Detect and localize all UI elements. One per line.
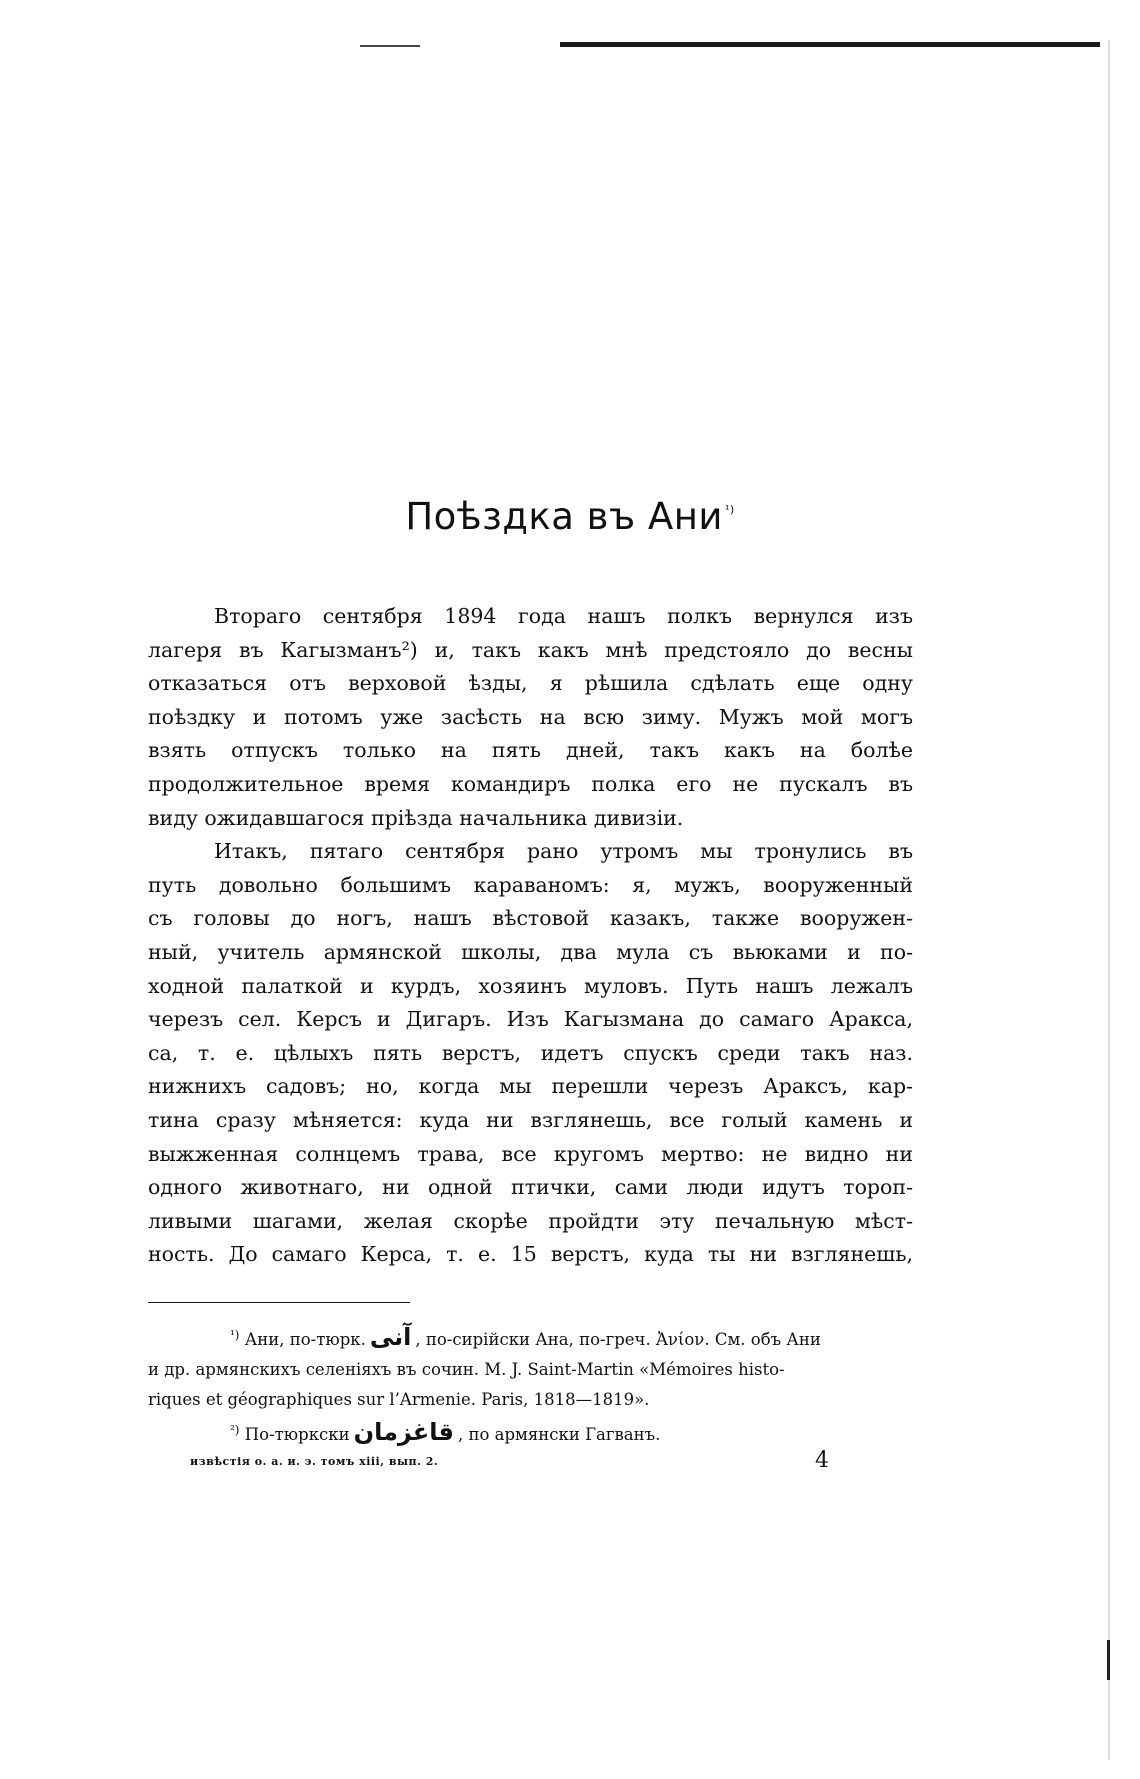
body-line: съ головы до ногъ, нашъ вѣстовой казакъ, также вооружен- xyxy=(148,906,913,931)
body-line: Втораго сентября 1894 года нашъ полкъ вернулся изъ xyxy=(214,604,913,628)
scan-artifact xyxy=(560,42,1100,47)
footnote-1-text-b: , по-сирійски Ана, по-греч. Ἀνίον. См. объ Ани xyxy=(415,1330,821,1349)
arabic-word: آنی xyxy=(369,1323,412,1351)
footnote-2-number: ²) xyxy=(230,1423,240,1437)
page-title xyxy=(0,495,1140,538)
title-text: Поѣздка въ Ани xyxy=(405,495,723,538)
footnote-1-text-a: Ани, по-тюрк. xyxy=(244,1330,366,1349)
footnote-1-line-2: и др. армянскихъ селеніяхъ въ сочин. M. J. Saint-Martin «Mémoires histo- xyxy=(148,1360,785,1379)
body-line: выжженная солнцемъ трава, все кругомъ мертво: не видно ни xyxy=(148,1141,913,1166)
footnotes xyxy=(148,1320,913,1450)
footnote-1-line-3: riques et géographiques sur l’Armenie. Paris, 1818—1819». xyxy=(148,1390,650,1409)
footnote-1 xyxy=(148,1320,913,1355)
title-note-ref: ¹) xyxy=(724,503,735,516)
body-line: поѣздку и потомъ уже засѣсть на всю зиму. Мужъ мой могъ xyxy=(148,704,913,729)
body-line: черезъ сел. Керсъ и Дигаръ. Изъ Кагызмана до самаго Аракса, xyxy=(148,1007,913,1032)
body-line: лагеря въ Кагызманъ²) и, такъ какъ мнѣ предстояло до весны xyxy=(148,637,913,662)
body-line: Итакъ, пятаго сентября рано утромъ мы тронулись въ xyxy=(214,839,913,864)
footnote-2 xyxy=(148,1415,913,1450)
footnote-separator xyxy=(148,1302,410,1303)
body-line: виду ожидавшагося пріѣзда начальника дивизіи. xyxy=(148,805,684,830)
footnote-2-text-b: , по армянски Гагванъ. xyxy=(457,1425,661,1444)
journal-footer: извѣстія о. а. и. э. томъ xiii, вып. 2. xyxy=(190,1455,439,1468)
footnote-2-text-a: По-тюркски xyxy=(244,1425,350,1444)
body-line: путь довольно большимъ караваномъ: я, мужъ, вооруженный xyxy=(148,872,913,897)
body-line: ходной палаткой и курдъ, хозяинъ муловъ. Путь нашъ лежалъ xyxy=(148,973,913,998)
scan-edge xyxy=(1108,40,1110,1760)
scan-artifact xyxy=(360,45,420,47)
body-line: взять отпускъ только на пять дней, такъ какъ на болѣе xyxy=(148,738,913,763)
body-text xyxy=(148,600,913,1272)
body-line: одного животнаго, ни одной птички, сами люди идутъ тороп- xyxy=(148,1175,913,1200)
footnote-1-number: ¹) xyxy=(230,1328,240,1342)
body-line: ность. До самаго Керса, т. е. 15 верстъ, куда ты ни взглянешь, xyxy=(148,1242,913,1267)
body-line: нижнихъ садовъ; но, когда мы перешли черезъ Араксъ, кар- xyxy=(148,1074,913,1099)
body-line: тина сразу мѣняется: куда ни взглянешь, все голый камень и xyxy=(148,1107,913,1132)
arabic-word: قاغزمان xyxy=(353,1418,454,1446)
page-number: 4 xyxy=(815,1448,829,1473)
scan-edge-mark xyxy=(1107,1640,1110,1680)
body-line: ный, учитель армянской школы, два мула съ вьюками и по- xyxy=(148,939,913,964)
body-line: продолжительное время командиръ полка его не пускалъ въ xyxy=(148,771,913,796)
body-line: са, т. е. цѣлыхъ пять верстъ, идетъ спускъ среди такъ наз. xyxy=(148,1040,913,1065)
body-line: отказаться отъ верховой ѣзды, я рѣшила сдѣлать еще одну xyxy=(148,671,913,696)
body-line: ливыми шагами, желая скорѣе пройдти эту печальную мѣст- xyxy=(148,1208,913,1233)
